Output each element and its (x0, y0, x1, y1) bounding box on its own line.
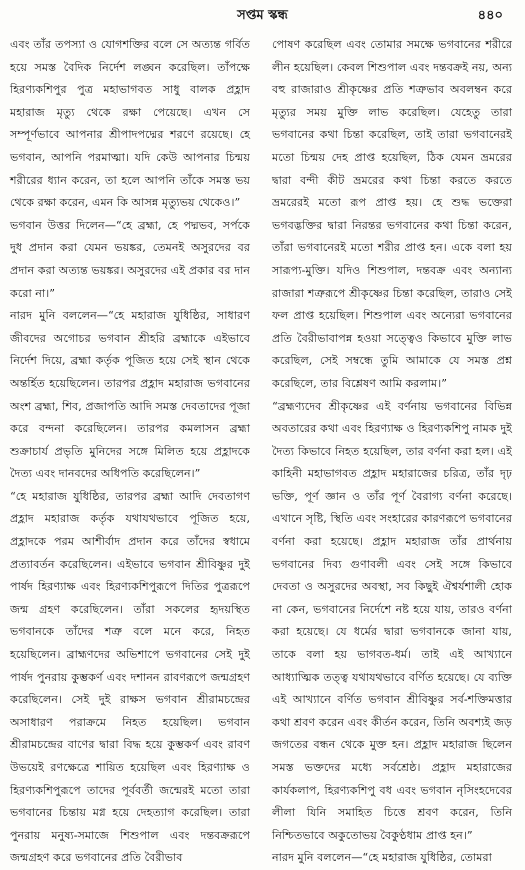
paragraph: পোষণ করেছিল এবং তোমার সমক্ষে ভগবানের শরীরে লীন হয়েছিল। কেবল শিশুপাল এবং দন্তবক্রই নয়, অন্য বহু রাজারাও শ্রীকৃষ্ণের প্রতি শত্রুভাব অবলম্বন করে মৃত্যুর সময় মুক্তি লাভ করেছিল। যেহেতু তারা ভগবানের কথা চিন্তা করেছিল, তাই তারা ভগবানেরই মতো চিন্ময় দেহ প্রাপ্ত হয়েছিল, ঠিক যেমন ভ্রমরের দ্বারা বন্দী কীট ভ্রমরের কথা চিন্তা করতে করতে ভ্রমরেরই মতো রূপ প্রাপ্ত হয়। হে শুদ্ধ ভক্তেরা ভগবদ্ভক্তির দ্বারা নিরন্তর ভগবানের কথা চিন্তা করেন, তাঁরা ভগবানেরই মতো শরীর প্রাপ্ত হন। একে বলা হয় সারূপ্য-মুক্তি। যদিও শিশুপাল, দন্তবক্র এবং অন্যান্য রাজারা শত্রুরূপে শ্রীকৃষ্ণের চিন্তা করেছিল, তারাও সেই ফল প্রাপ্ত হয়েছিল। শিশুপাল এবং অন্যেরা ভগবানের প্রতি বৈরীভাবাপন্ন হওয়া সত্ত্বেও কিভাবে মুক্তি লাভ করেছিল, সেই সম্বন্ধে তুমি আমাকে যে সমস্ত প্রশ্ন করেছিলে, তার বিশ্লেষণ আমি করলাম।” (272, 38, 512, 390)
paragraph: নারদ মুনি বললেন—“হে মহারাজ যুধিষ্ঠির, তোমরা (272, 851, 492, 865)
chapter-title: সপ্তম স্কন্ধ (237, 8, 288, 23)
page-header (0, 6, 525, 28)
page-number: ৪৪০ (477, 8, 503, 23)
right-column (272, 34, 512, 865)
paragraph: ভগবান উত্তর দিলেন—“হে ব্রহ্মা, হে পদ্মভব, সর্পকে দুধ প্রদান করা যেমন ভয়ঙ্কর, তেমনই অসুরদের বর প্রদান করা অত্যন্ত ভয়ঙ্কর। অসুরদের এই প্রকার বর দান করো না।” (10, 218, 250, 300)
paragraph: “হে মহারাজ যুধিষ্ঠির, তারপর ব্রহ্মা আদি দেবতাগণ প্রহ্লাদ মহারাজ কর্তৃক যথাযথভাবে পূজিত হয়ে, প্রহ্লাদকে পরম আশীর্বাদ প্রদান করে তাঁদের স্বধামে প্রত্যাবর্তন করেছিলেন। এইভাবে ভগবান শ্রীবিষ্ণুর দুই পার্ষদ হিরণ্যাক্ষ এবং হিরণ্যকশিপুরূপে দিতির পুত্ররূপে জন্ম গ্রহণ করেছিলেন। তাঁরা সকলের হৃদয়স্থিত ভগবানকে তাঁদের শত্রু বলে মনে করে, নিহত হয়েছিলেন। ব্রাহ্মণদের অভিশাপে ভগবানের সেই দুই পার্ষদ পুনরায় কুম্ভকর্ণ এবং দশানন রাবণরূপে জন্মগ্রহণ করেছিলেন। সেই দুই রাক্ষস ভগবান শ্রীরামচন্দ্রের অসাধারণ পরাক্রমে নিহত হয়েছিল। ভগবান শ্রীরামচন্দ্রের বাণের দ্বারা বিদ্ধ হয়ে কুম্ভকর্ণ এবং রাবণ উভয়েই রণক্ষেত্রে শায়িত হয়েছিল এবং হিরণ্যাক্ষ ও হিরণ্যকশিপুরূপে তাদের পূর্ববর্তী জন্মেরই মতো তারা ভগবানের চিন্তায় মগ্ন হয়ে দেহত্যাগ করেছিল। তারা পুনরায় মনুষ্য-সমাজে শিশুপাল এবং দন্তবক্ররূপে জন্মগ্রহণ করে ভগবানের প্রতি বৈরীভাব (10, 489, 250, 865)
paragraph: নারদ মুনি বললেন—“হে মহারাজ যুধিষ্ঠির, সাধারণ জীবদের অগোচর ভগবান শ্রীহরি ব্রহ্মাকে এইভাবে নির্দেশ দিয়ে, ব্রহ্মা কর্তৃক পূজিত হয়ে সেই স্থান থেকে অন্তর্হিত হয়েছিলেন। তারপর প্রহ্লাদ মহারাজ ভগবানের অংশ ব্রহ্মা, শিব, প্রজাপতি আদি সমস্ত দেবতাদের পূজা করে বন্দনা করেছিলেন। তারপর কমলাসন ব্রহ্মা শুক্রাচার্য প্রভৃতি মুনিদের সঙ্গে মিলিত হয়ে প্রহ্লাদকে দৈত্য এবং দানবদের অধিপতি করেছিলেন।” (10, 309, 250, 481)
left-column (10, 34, 250, 865)
paragraph: “ব্রহ্মণ্যদেব শ্রীকৃষ্ণের এই বর্ণনায় ভগবানের বিভিন্ন অবতারের কথা এবং হিরণ্যাক্ষ ও হিরণ্যকশিপু নামক দুই দৈত্য কিভাবে নিহত হয়েছিল, তার বর্ণনা করা হল। এই কাহিনী মহাভাগবত প্রহ্লাদ মহারাজের চরিত্র, তাঁর দৃঢ় ভক্তি, পূর্ণ জ্ঞান ও তাঁর পূর্ণ বৈরাগ্য বর্ণনা করেছে। এখানে সৃষ্টি, স্থিতি এবং সংহারের কারণরূপে ভগবানের বর্ণনা করা হয়েছে। প্রহ্লাদ মহারাজ তাঁর প্রার্থনায় ভগবানের দিব্য গুণাবলী এবং সেই সঙ্গে কিভাবে দেবতা ও অসুরদের অবস্থা, সব কিছুই ঐশ্বর্যশালী হোক না কেন, ভগবানের নির্দেশে নষ্ট হয়ে যায়, তারও বর্ণনা করা হয়েছে। যে ধর্মের দ্বারা ভগবানকে জানা যায়, তাকে বলা হয় ভাগবত-ধর্ম। তাই এই আখ্যানে আধ্যাত্মিক তত্ত্ব যথাযথভাবে বর্ণিত হয়েছে। যে ব্যক্তি এই আখ্যানে বর্ণিত ভগবান শ্রীবিষ্ণুর সর্ব-শক্তিমত্তার কথা শ্রবণ করেন এবং কীর্তন করেন, তিনি অবশ্যই জড় জগতের বন্ধন থেকে মুক্ত হন। প্রহ্লাদ মহারাজ ছিলেন সমস্ত ভক্তদের মধ্যে সর্বশ্রেষ্ঠ। প্রহ্লাদ মহারাজের কার্যকলাপ, হিরণ্যকশিপু বধ এবং ভগবান নৃসিংহদেবের লীলা যিনি সমাহিত চিত্তে শ্রবণ করেন, তিনি নিশ্চিতভাবে অকুতোভয় বৈকুণ্ঠধাম প্রাপ্ত হন।” (272, 399, 512, 842)
paragraph: এবং তাঁর তপস্যা ও যোগশক্তির বলে সে অত্যন্ত গর্বিত হয়ে সমস্ত বৈদিক নির্দেশ লঙ্ঘন করেছিল। তাঁপক্ষে হিরণ্যকশিপুর পুত্র মহাভাগবত সাধু বালক প্রহ্লাদ মহারাজ মৃত্যু থেকে রক্ষা পেয়েছে। এখন সে সম্পূর্ণভাবে আপনার শ্রীপাদপদ্মের শরণে রয়েছে। হে ভগবান, আপনি পরমাত্মা। যদি কেউ আপনার চিন্ময় শরীরের ধ্যান করেন, তা হলে আপনি তাঁকে সমস্ত ভয় থেকে রক্ষা করেন, এমন কি আসন্ন মৃত্যুভয় থেকেও।” (10, 38, 250, 210)
